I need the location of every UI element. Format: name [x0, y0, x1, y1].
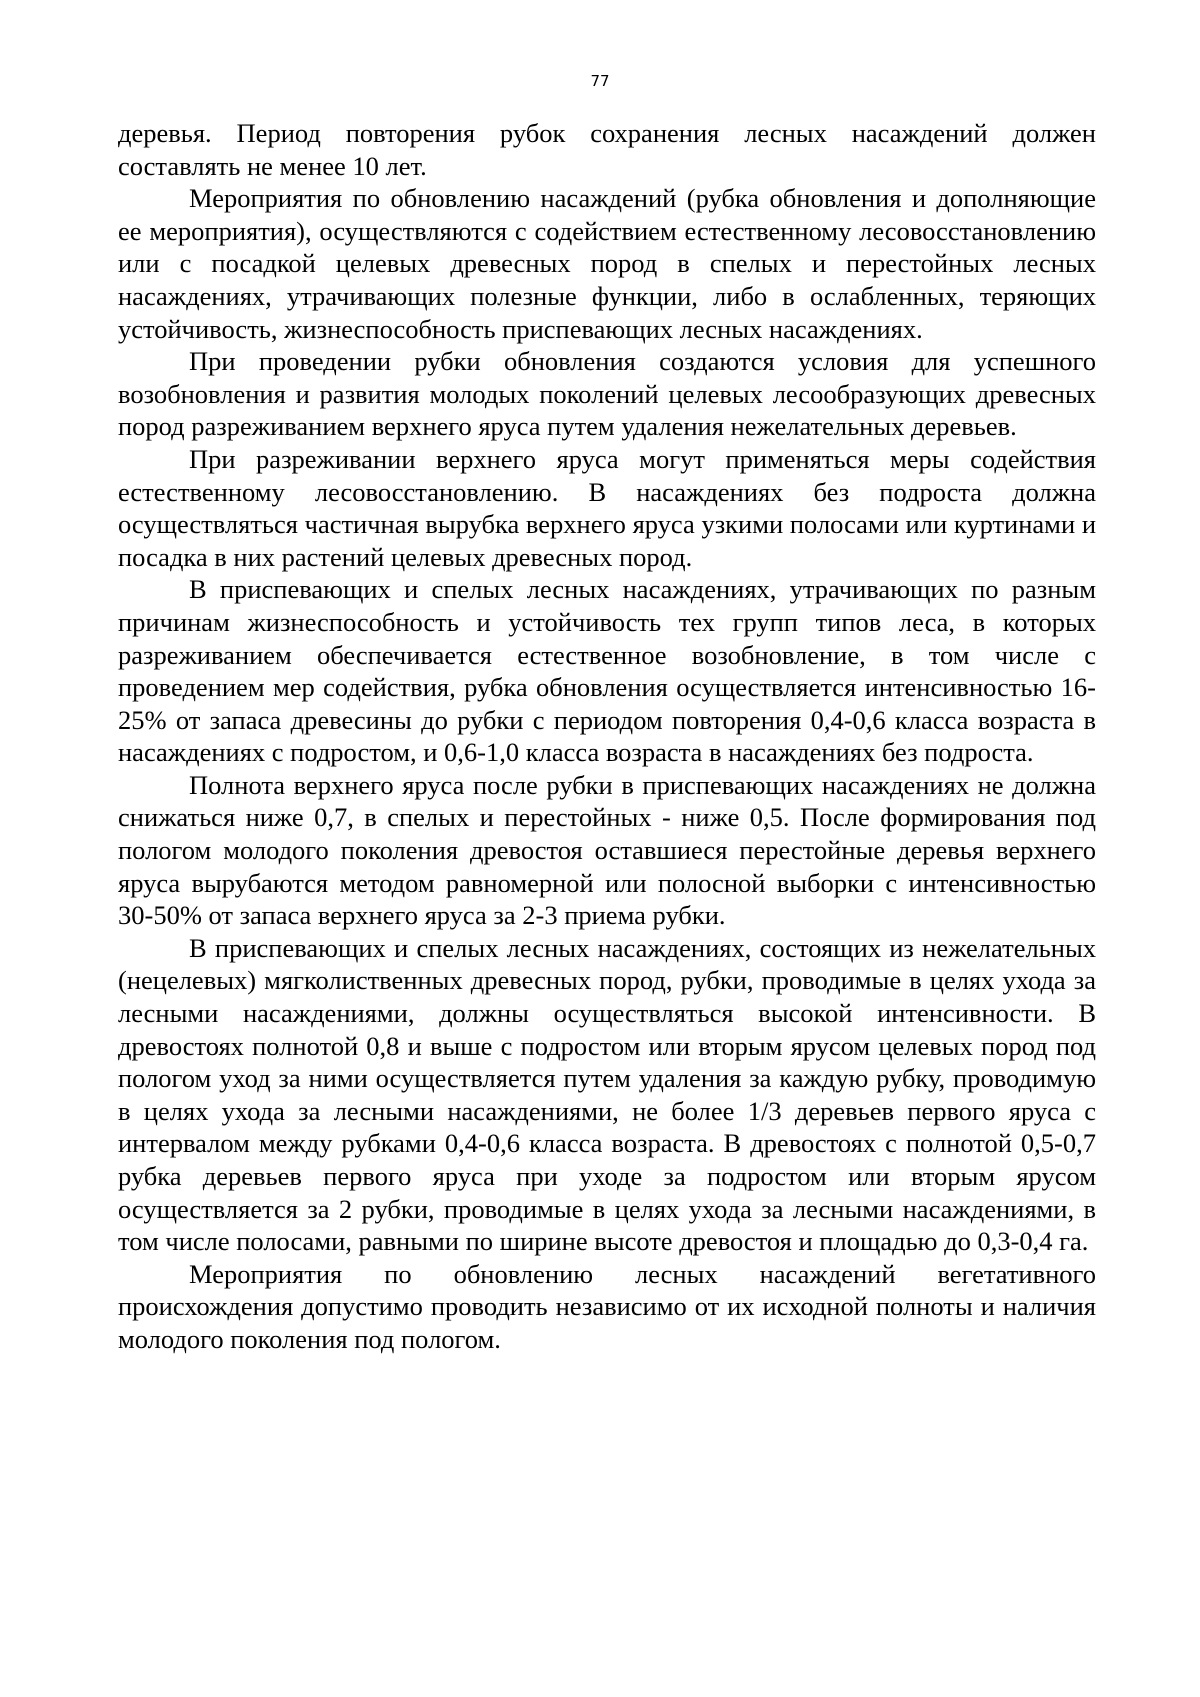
text-body	[118, 117, 1096, 1356]
paragraph: При разреживании верхнего яруса могут применяться меры содействия естественному лесовосстановлению. В насаждениях без подроста должна осуществляться частичная вырубка верхнего яруса узкими полосами или куртинами и посадка в них растений целевых древесных пород.	[118, 443, 1096, 572]
paragraph: Мероприятия по обновлению насаждений (рубка обновления и дополняющие ее мероприятия), осуществляются с содействием естественному лесовосстановлению или с посадкой целевых древесных пород в спелых и перестойных лесных насаждениях, утрачивающих полезные функции, либо в ослабленных, теряющих устойчивость, жизнеспособность приспевающих лесных насаждениях.	[118, 183, 1096, 344]
paragraph: Полнота верхнего яруса после рубки в приспевающих насаждениях не должна снижаться ниже 0,7, в спелых и перестойных - ниже 0,5. После формирования под пологом молодого поколения древостоя оставшиеся перестойные деревья верхнего яруса вырубаются методом равномерной или полосной выборки с интенсивностью 30-50% от запаса верхнего яруса за 2-3 приема рубки.	[118, 769, 1096, 931]
paragraph: Мероприятия по обновлению лесных насаждений вегетативного происхождения допустимо проводить независимо от их исходной полноты и наличия молодого поколения под пологом.	[118, 1258, 1096, 1354]
paragraph: В приспевающих и спелых лесных насаждениях, утрачивающих по разным причинам жизнеспособность и устойчивость тех групп типов леса, в которых разреживанием обеспечивается естественное возобновление, в том числе с проведением мер содействия, рубка обновления осуществляется интенсивностью 16-25% от запаса древесины до рубки с периодом повторения 0,4-0,6 класса возраста в насаждениях с подростом, и 0,6-1,0 класса возраста в насаждениях без подроста.	[118, 574, 1096, 768]
paragraph: При проведении рубки обновления создаются условия для успешного возобновления и развития молодых поколений целевых лесообразующих древесных пород разреживанием верхнего яруса путем удаления нежелательных деревьев.	[118, 346, 1096, 442]
page-number: 77	[590, 72, 610, 90]
paragraph-continuation: деревья. Период повторения рубок сохранения лесных насаждений должен составлять не менее 10 лет.	[118, 118, 1096, 181]
paragraph: В приспевающих и спелых лесных насаждениях, состоящих из нежелательных (нецелевых) мягколиственных древесных пород, рубки, проводимые в целях ухода за лесными насаждениями, должны осуществляться высокой интенсивности. В древостоях полнотой 0,8 и выше с подростом или вторым ярусом целевых пород под пологом уход за ними осуществляется путем удаления за каждую рубку, проводимую в целях ухода за лесными насаждениями, не более 1/3 деревьев первого яруса с интервалом между рубками 0,4-0,6 класса возраста. В древостоях с полнотой 0,5-0,7 рубка деревьев первого яруса при уходе за подростом или вторым ярусом осуществляется за 2 рубки, проводимые в целях ухода за лесными насаждениями, в том числе полосами, равными по ширине высоте древостоя и площадью до 0,3-0,4 га.	[118, 932, 1096, 1257]
